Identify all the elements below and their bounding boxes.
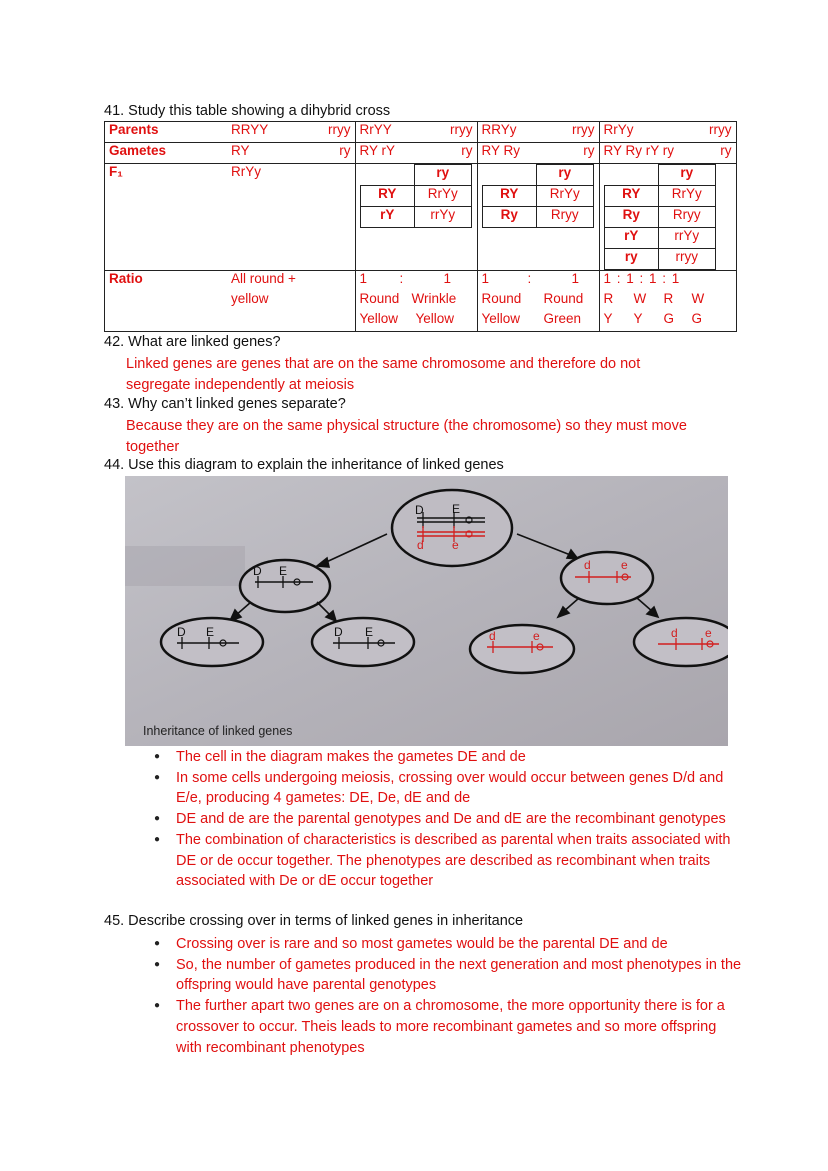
left-cell-allele-1: D bbox=[253, 564, 262, 578]
col3-grid-r0: RY bbox=[482, 186, 537, 207]
parent-cell bbox=[392, 490, 512, 566]
col4-ratio: 1 : 1 : 1 : 1 bbox=[599, 271, 736, 292]
q44-bullet-1: ● The cell in the diagram makes the gametes DE and de bbox=[146, 747, 746, 768]
q45-bullets bbox=[146, 934, 746, 1058]
col4-gamete-a: RY Ry rY ry bbox=[599, 143, 678, 164]
col2-ratio-sep: : bbox=[399, 271, 404, 286]
gamete-4-allele-2: e bbox=[705, 626, 712, 640]
col4-grid-top: ry bbox=[659, 165, 716, 186]
q44-bullet-4: ● The combination of characteristics is described as parental when traits associated with DE or de occur together. The phenotypes are described as recombinant when traits associated with De or dE occur together bbox=[146, 830, 746, 892]
answer-42: Linked genes are genes that are on the same chromosome and therefore do not segregate independently at meiosis bbox=[126, 356, 641, 393]
col2-parent-b: rryy bbox=[419, 122, 477, 143]
question-45: 45. Describe crossing over in terms of linked genes in inheritance bbox=[104, 913, 524, 929]
right-cell-allele-2: e bbox=[621, 558, 628, 572]
col4-grid-r3: ry bbox=[604, 249, 659, 270]
col4-parent-a: RrYy bbox=[599, 122, 678, 143]
col4-parent-b: rryy bbox=[678, 122, 736, 143]
col3-parent-b: rryy bbox=[541, 122, 599, 143]
col2-pheno2-a: Yellow bbox=[359, 311, 399, 326]
col2-gamete-a: RY rY bbox=[355, 143, 419, 164]
col3-pheno1-b: Round bbox=[543, 291, 584, 306]
col3-pheno2-a: Yellow bbox=[481, 311, 521, 326]
col1-gamete-b: ry bbox=[307, 143, 355, 164]
top-upper-allele-1: D bbox=[415, 503, 424, 517]
question-41: 41. Study this table showing a dihybrid cross bbox=[104, 103, 391, 119]
col3-pheno1-a: Round bbox=[481, 291, 522, 306]
col4-punnett bbox=[599, 164, 736, 271]
top-upper-allele-2: E bbox=[452, 502, 461, 516]
col1-gamete-a: RY bbox=[227, 143, 307, 164]
col4-pheno1-b: W bbox=[633, 291, 647, 306]
col3-ratio bbox=[477, 271, 599, 292]
gamete-3 bbox=[470, 625, 574, 673]
col3-gamete-b: ry bbox=[541, 143, 599, 164]
col2-grid-c0: RrYy bbox=[415, 186, 472, 207]
q44-bullets bbox=[146, 747, 746, 892]
col4-grid-c1: Rryy bbox=[659, 207, 716, 228]
row-label-ratio: Ratio bbox=[105, 271, 228, 332]
left-cell-allele-2: E bbox=[279, 564, 288, 578]
col4-pheno1 bbox=[599, 291, 736, 311]
col2-pheno2-b: Yellow bbox=[415, 311, 455, 326]
col4-pheno2-b: Y bbox=[633, 311, 643, 326]
q44-bullet-2: ● In some cells undergoing meiosis, crossing over would occur between genes D/d and E/e, producing 4 gametes: DE, De, dE and de bbox=[146, 768, 746, 809]
gamete-1 bbox=[161, 618, 263, 666]
gamete-1-allele-2: E bbox=[206, 625, 215, 639]
col3-pheno2-b: Green bbox=[543, 311, 582, 326]
top-lower-allele-2: e bbox=[452, 538, 459, 552]
diagram-caption: Inheritance of linked genes bbox=[143, 724, 293, 738]
col3-pheno2 bbox=[477, 311, 599, 332]
gamete-3-allele-2: e bbox=[533, 629, 540, 643]
col2-ratio-a: 1 bbox=[359, 271, 368, 286]
col4-grid-r1: Ry bbox=[604, 207, 659, 228]
gamete-3-allele-1: d bbox=[489, 629, 496, 643]
col4-pheno2 bbox=[599, 311, 736, 332]
col3-ratio-b: 1 bbox=[571, 271, 580, 286]
col2-pheno2 bbox=[355, 311, 477, 332]
left-daughter-cell bbox=[240, 560, 330, 612]
col3-gamete-a: RY Ry bbox=[477, 143, 541, 164]
col2-gamete-b: ry bbox=[419, 143, 477, 164]
gamete-1-allele-1: D bbox=[177, 625, 186, 639]
top-lower-allele-1: d bbox=[417, 538, 424, 552]
row-label-parents: Parents bbox=[105, 122, 228, 143]
col1-f1: RrYy bbox=[227, 164, 307, 271]
col3-grid-c1: Rryy bbox=[537, 207, 594, 228]
gamete-2 bbox=[312, 618, 414, 666]
col2-parent-a: RrYY bbox=[355, 122, 419, 143]
col4-pheno2-a: Y bbox=[603, 311, 613, 326]
col2-pheno1-b: Wrinkle bbox=[411, 291, 457, 306]
col3-ratio-a: 1 bbox=[481, 271, 490, 286]
col1-parent-b: rryy bbox=[307, 122, 355, 143]
col4-pheno2-c: G bbox=[663, 311, 675, 326]
col4-grid-r2: rY bbox=[604, 228, 659, 249]
col3-ratio-sep: : bbox=[527, 271, 532, 286]
gamete-2-allele-1: D bbox=[334, 625, 343, 639]
right-daughter-cell bbox=[561, 552, 653, 604]
col4-pheno1-c: R bbox=[663, 291, 674, 306]
col2-grid-top: ry bbox=[415, 165, 472, 186]
gamete-2-allele-2: E bbox=[365, 625, 374, 639]
gamete-4 bbox=[634, 618, 728, 666]
col4-pheno2-d: G bbox=[691, 311, 703, 326]
row-label-gametes: Gametes bbox=[105, 143, 228, 164]
q44-bullet-3: ● DE and de are the parental genotypes and De and dE are the recombinant genotypes bbox=[146, 809, 746, 830]
col2-grid-r0: RY bbox=[360, 186, 415, 207]
col2-ratio-b: 1 bbox=[443, 271, 452, 286]
col2-ratio bbox=[355, 271, 477, 292]
col4-grid-c0: RrYy bbox=[659, 186, 716, 207]
col2-pheno1 bbox=[355, 291, 477, 311]
answer-43: Because they are on the same physical structure (the chromosome) so they must move together bbox=[126, 418, 687, 455]
col4-pheno1-d: W bbox=[691, 291, 705, 306]
col1-ratio-line1: All round + bbox=[227, 271, 355, 292]
col3-pheno1 bbox=[477, 291, 599, 311]
col3-punnett bbox=[477, 164, 599, 271]
col2-grid-r1: rY bbox=[360, 207, 415, 228]
col3-parent-a: RRYy bbox=[477, 122, 541, 143]
col3-grid-r1: Ry bbox=[482, 207, 537, 228]
col4-grid-c3: rryy bbox=[659, 249, 716, 270]
linked-genes-diagram bbox=[125, 476, 728, 746]
col4-grid-c2: rrYy bbox=[659, 228, 716, 249]
question-42: 42. What are linked genes? bbox=[104, 334, 281, 350]
col2-grid-c1: rrYy bbox=[415, 207, 472, 228]
col1-parent-a: RRYY bbox=[227, 122, 307, 143]
question-44: 44. Use this diagram to explain the inheritance of linked genes bbox=[104, 457, 504, 473]
q45-bullet-1: ● Crossing over is rare and so most gametes would be the parental DE and de bbox=[146, 934, 746, 955]
col4-pheno1-a: R bbox=[603, 291, 614, 306]
col4-grid-r0: RY bbox=[604, 186, 659, 207]
col4-gamete-b: ry bbox=[678, 143, 736, 164]
col2-pheno1-a: Round bbox=[359, 291, 400, 306]
photo-shadow bbox=[125, 546, 245, 586]
right-cell-allele-1: d bbox=[584, 558, 591, 572]
col2-punnett bbox=[355, 164, 477, 271]
gamete-4-allele-1: d bbox=[671, 626, 678, 640]
dihybrid-cross-table bbox=[104, 121, 737, 332]
question-43: 43. Why can’t linked genes separate? bbox=[104, 396, 346, 412]
row-label-f1: F₁ bbox=[105, 164, 228, 271]
q45-bullet-2: ● So, the number of gametes produced in the next generation and most phenotypes in the offspring would have parental genotypes bbox=[146, 955, 746, 996]
col3-grid-c0: RrYy bbox=[537, 186, 594, 207]
q45-bullet-3: ● The further apart two genes are on a chromosome, the more opportunity there is for a crossover to occur. Theis leads to more recombinant gametes and so more offspring with recombinant phenotypes bbox=[146, 996, 746, 1058]
col1-ratio-line2: yellow bbox=[227, 291, 355, 311]
col3-grid-top: ry bbox=[537, 165, 594, 186]
